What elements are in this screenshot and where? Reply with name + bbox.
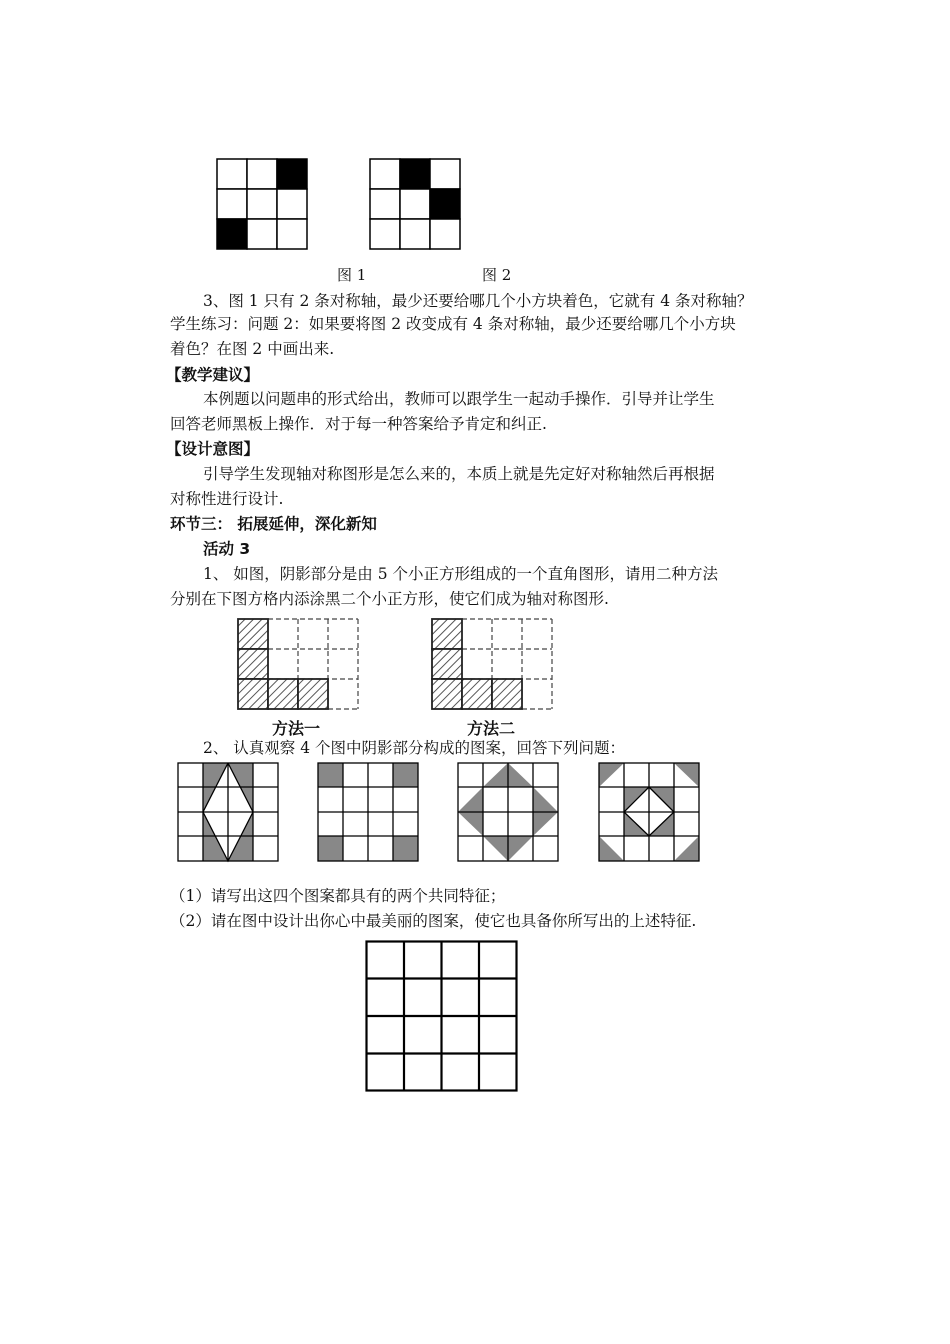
question-3-line-3: 着色？在图 2 中画出来. <box>170 340 335 358</box>
activity-3-heading: 活动 3 <box>203 540 251 558</box>
method-2-grid <box>431 618 553 710</box>
pattern-4-grid <box>598 762 700 862</box>
design-intent-line-2: 对称性进行设计. <box>170 490 284 508</box>
section-3-heading: 环节三： 拓展延伸，深化新知 <box>170 515 377 533</box>
teaching-suggestion-heading: 【教学建议】 <box>166 366 260 384</box>
design-grid <box>365 940 519 1093</box>
activity-1-line-1: 1、 如图，阴影部分是由 5 个小正方形组成的一个直角图形，请用二种方法 <box>203 565 719 583</box>
activity-1-line-2: 分别在下图方格内添涂黑二个小正方形，使它们成为轴对称图形. <box>170 590 609 608</box>
method-2-caption: 方法二 <box>467 719 516 738</box>
figure-2-caption: 图 2 <box>482 266 512 284</box>
sub-question-1: （1）请写出这四个图案都具有的两个共同特征； <box>170 887 506 905</box>
question-3-line-2: 学生练习：问题 2：如果要将图 2 改变成有 4 条对称轴，最少还要给哪几个小方块 <box>170 315 736 333</box>
figure-2-grid <box>369 158 463 250</box>
activity-2-line: 2、 认真观察 4 个图中阴影部分构成的图案，回答下列问题： <box>203 739 626 757</box>
method-1-grid <box>237 618 359 710</box>
pattern-2-grid <box>317 762 419 862</box>
question-3-line-1: 3、图 1 只有 2 条对称轴，最少还要给哪几个小方块着色，它就有 4 条对称轴？ <box>203 292 753 310</box>
figure-1-grid <box>216 158 310 250</box>
pattern-1-grid <box>177 762 279 862</box>
teaching-suggestion-line-2: 回答老师黑板上操作．对于每一种答案给予肯定和纠正. <box>170 415 547 433</box>
teaching-suggestion-line-1: 本例题以问题串的形式给出，教师可以跟学生一起动手操作．引导并让学生 <box>203 390 715 408</box>
method-1-caption: 方法一 <box>272 719 321 738</box>
figure-1-caption: 图 1 <box>337 266 367 284</box>
sub-question-2: （2）请在图中设计出你心中最美丽的图案，使它也具备你所写出的上述特征. <box>170 912 697 930</box>
design-intent-line-1: 引导学生发现轴对称图形是怎么来的，本质上就是先定好对称轴然后再根据 <box>203 465 715 483</box>
design-intent-heading: 【设计意图】 <box>166 440 260 458</box>
pattern-3-grid <box>457 762 559 862</box>
